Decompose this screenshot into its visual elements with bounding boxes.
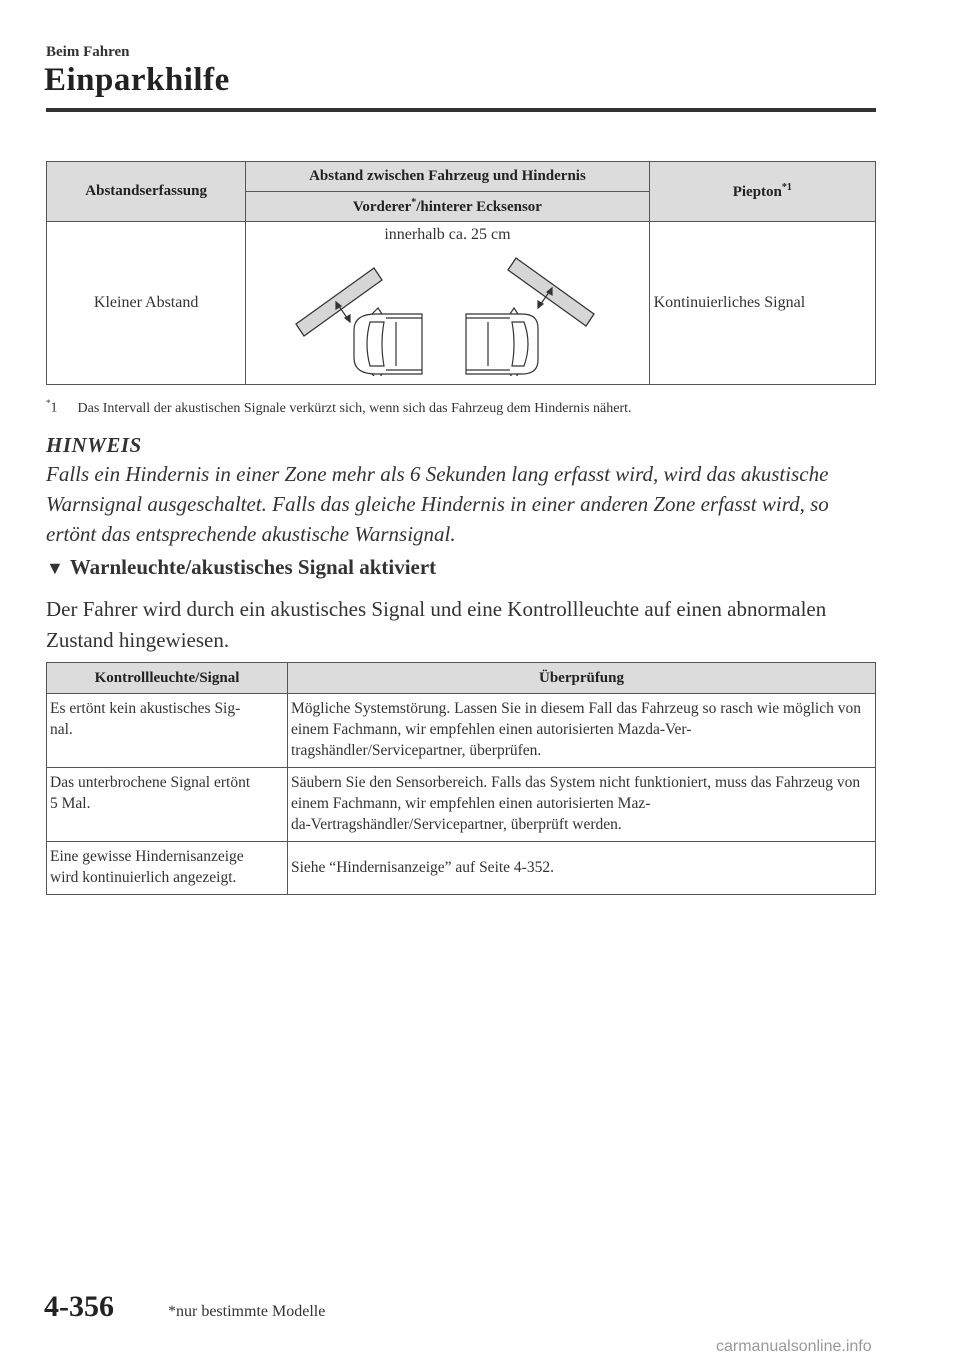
header-sensor: Vorderer*/hinterer Ecksensor: [246, 192, 649, 222]
page-title: Einparkhilfe: [44, 62, 230, 98]
car-front: [354, 308, 422, 376]
header-distance-group: Abstand zwischen Fahrzeug und Hindernis: [246, 162, 649, 192]
cell-signal: Das unterbrochene Signal ertönt 5 Mal.: [47, 768, 288, 842]
cell-signal: Eine gewisse Hindernisanzeige wird kontinuierlich angezeigt.: [47, 842, 288, 895]
table-row: [47, 694, 876, 768]
cell-detection: Kleiner Abstand: [47, 222, 246, 385]
cell-check: Mögliche Systemstörung. Lassen Sie in diesem Fall das Fahrzeug so rasch wie möglich von einem Fachmann, wir empfehlen einen autorisierten Mazda-Ver- tragshändler/Servicepartner, überprüfen.: [288, 694, 876, 768]
cell-beep: Kontinuierliches Signal: [649, 222, 875, 385]
sensor-diagram-image: [282, 248, 612, 376]
table-row: [47, 842, 876, 895]
watermark: carmanualsonline.info: [716, 1338, 872, 1355]
page-number: 4-356: [44, 1290, 114, 1323]
footer-note: *nur bestimmte Modelle: [168, 1303, 326, 1320]
title-rule: [46, 108, 876, 112]
warning-table: [46, 662, 876, 895]
cell-check: Siehe “Hindernisanzeige” auf Seite 4-352.: [288, 842, 876, 895]
cell-signal: Es ertönt kein akustisches Sig- nal.: [47, 694, 288, 768]
header-detection: Abstandserfassung: [47, 162, 246, 222]
footnote: *1 Das Intervall der akustischen Signale verkürzt sich, wenn sich das Fahrzeug dem Hindernis nähert.: [46, 398, 632, 416]
note-heading: HINWEIS: [46, 433, 142, 457]
header-check: Überprüfung: [288, 663, 876, 694]
section-label: Beim Fahren: [46, 44, 130, 60]
triangle-down-icon: ▼: [46, 558, 64, 578]
header-signal: Kontrollleuchte/Signal: [47, 663, 288, 694]
body-paragraph: Der Fahrer wird durch ein akustisches Signal und eine Kontrollleuchte auf einen abnormalen Zustand hingewiesen.: [46, 597, 827, 652]
cell-check: Säubern Sie den Sensorbereich. Falls das System nicht funktioniert, muss das Fahrzeug von einem Fachmann, wir empfehlen einen autorisierten Maz- da-Vertragshändler/Servicepartner, überprüft werden.: [288, 768, 876, 842]
distance-table: [46, 161, 876, 385]
car-rear: [466, 308, 538, 376]
note-text: Falls ein Hindernis in einer Zone mehr als 6 Sekunden lang erfasst wird, wird das akustische Warnsignal ausgeschaltet. Falls das gleiche Hindernis in einer anderen Zone erfasst wird, so ertönt das entsprechende akustische Warnsignal.: [46, 462, 829, 546]
header-beep: Piepton$^{*1}$: [649, 162, 875, 222]
section-heading: ▼ Warnleuchte/akustisches Signal aktiviert: [46, 555, 437, 579]
table-row: [47, 768, 876, 842]
distance-label: innerhalb ca. 25 cm: [384, 226, 511, 243]
cell-distance: [246, 222, 649, 385]
